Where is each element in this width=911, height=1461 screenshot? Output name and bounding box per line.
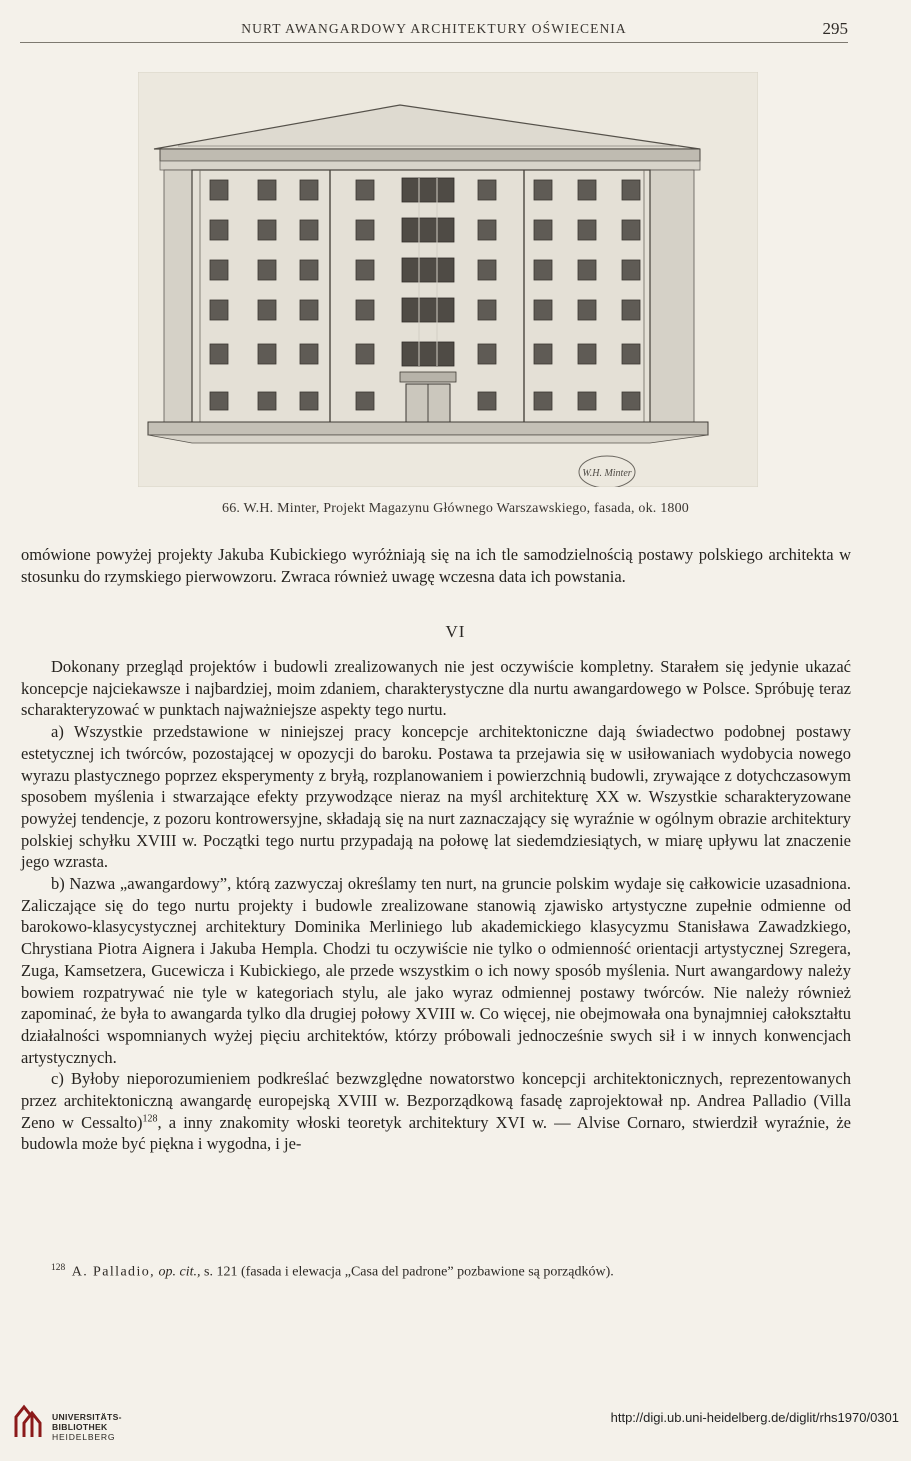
footnote-text: s. 121 (fasada i elewacja „Casa del padrone” pozbawione są porządków). <box>204 1264 614 1280</box>
paragraph-c-text: c) Byłoby nieporozumieniem podkreślać bezwzględne nowatorstwo koncepcji architektonicznych, reprezentowanych przez architektoniczną awangardę europejską XVIII w. Bezporządkową fasadę zaprojektował np. Andrea Palladio (Villa Zeno w Cessalto) <box>21 1069 851 1132</box>
library-line: BIBLIOTHEK <box>52 1422 108 1432</box>
page-number: 295 <box>822 19 848 38</box>
intro-paragraph <box>21 544 851 587</box>
library-logo-icon <box>12 1403 44 1441</box>
main-text <box>21 656 851 1155</box>
paragraph-b: b) Nazwa „awangardowy”, którą zazwyczaj określamy ten nurt, na gruncie polskim wydaje się całkowicie uzasadniona. Zaliczające się do tego nurtu projekty i budowle zrealizowane stanowią zjawisko artystyczne zupełnie odmienne od barokowo-klasycystycznej architektury Dominika Merliniego lub akademickiego klasycyzmu Stanisława Zawadzkiego, Chrystiana Piotra Aignera i Jakuba Hempla. Chodzi tu oczywiście nie tylko o odmienność orientacji artystycznej Szregera, Zuga, Kamsetzera, Gucewicza i Kubickiego, ale przede wszystkim o ich nowy sposób myślenia. Nurt awangardowy należy bowiem rozpatrywać nie tyle w kategoriach stylu, ale jako wyraz odmiennej postawy twórców. Nie należy również zapominać, że była to awangarda tylko dla drugiej połowy XVIII w. Co więcej, nie obejmowała ona bynajmniej całokształtu działalności wspomnianych wyżej pięciu architektów, którzy próbowali jednocześnie swych sił i w innych konwencjach artystycznych. <box>21 874 851 1067</box>
footnote-reference[interactable]: 128 <box>142 1113 158 1125</box>
footnote-author: A. Palladio, <box>71 1264 156 1280</box>
paragraph: Dokonany przegląd projektów i budowli zrealizowanych nie jest oczywiście kompletny. Starałem się jedynie ukazać koncepcje najciekawsze i najbardziej, moim zdaniem, charakterystyczne dla nurtu awangardowego w Polsce. Spróbuję teraz scharakteryzować w punktach najważniejsze aspekty tego nurtu. <box>21 657 851 720</box>
source-url-link[interactable]: http://digi.ub.uni-heidelberg.de/diglit/rhs1970/0301 <box>610 1410 899 1425</box>
paragraph-a: a) Wszystkie przedstawione w niniejszej pracy koncepcje architektoniczne dają świadectwo podobnej postawy estetycznej ich twórców, pozostającej w opozycji do baroku. Postawa ta przejawia się w usiłowaniach wydobycia nowego wyrazu plastycznego poprzez eksperymenty z bryłą, rozplanowaniem i powierzchnią budowli, zrywające z dotychczasowym sposobem myślenia i stwarzające efekty przywodzące nieraz na myśl architekturę XX w. Wszystkie scharakteryzowane powyżej tendencje, z pozoru kontrowersyjne, składają się na nurt zaznaczający się wyraźnie w ogólnym obrazie architektury polskiej schyłku XVIII w. Początki tego nurtu przypadają na połowę lat siedemdziesiątych, w miarę upływu lat znaczenie jego wzrasta. <box>21 722 851 872</box>
library-line: UNIVERSITÄTS- <box>52 1412 122 1422</box>
figure-caption: 66. W.H. Minter, Projekt Magazynu Głównego Warszawskiego, fasada, ok. 1800 <box>222 501 689 516</box>
footnote-work: op. cit., <box>158 1264 201 1280</box>
paragraph-c <box>21 1068 851 1155</box>
figure-facade-drawing <box>138 72 758 487</box>
library-line: HEIDELBERG <box>52 1432 116 1442</box>
running-title: NURT AWANGARDOWY ARCHITEKTURY OŚWIECENIA <box>241 21 627 36</box>
facade-drawing <box>138 72 758 487</box>
footnote-number: 128 <box>51 1263 66 1273</box>
paragraph: omówione powyżej projekty Jakuba Kubickiego wyróżniają się na ich tle samodzielnością postawy polskiego architekta w stosunku do rzymskiego pierwowzoru. Zwraca również uwagę wczesna data ich powstania. <box>21 545 851 586</box>
running-header <box>20 20 848 43</box>
library-name <box>52 1412 122 1442</box>
footnote <box>51 1263 614 1281</box>
stamp-text: W.H. Minter <box>582 468 632 479</box>
paragraph-c-continuation: , a inny znakomity włoski teoretyk architektury XVI w. — Alvise Cornaro, stwierdził wyraźnie, że budowla może być piękna i wygodna, i je- <box>21 1112 852 1154</box>
section-heading: VI <box>445 622 466 641</box>
footer <box>0 1395 911 1461</box>
